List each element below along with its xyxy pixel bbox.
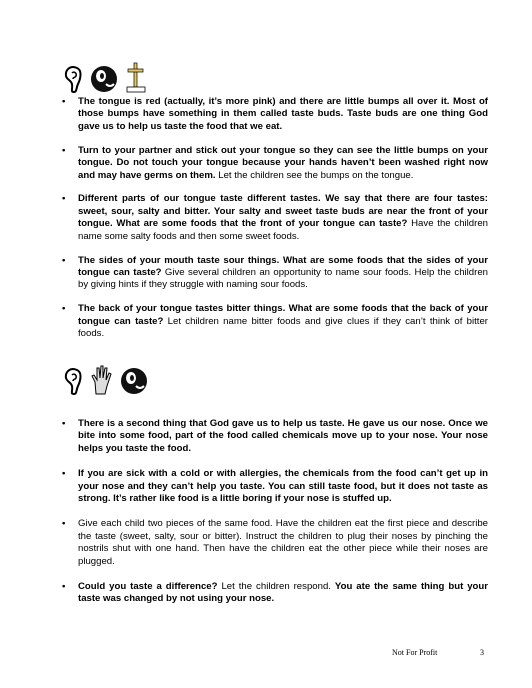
tongue-taste-list xyxy=(62,96,488,352)
list-item: • There is a second thing that God gave us to help us taste. He gave us our nose. Once we bite into some food, part of the food called chemicals move up to your nose. Your nose helps you taste the food. xyxy=(62,418,488,454)
list-item: • The sides of your mouth taste sour things. What are some foods that the sides of your tongue can taste? Give several children an opportunity to name sour foods. Help the children by giving hints if they struggle with naming sour foods. xyxy=(62,254,488,291)
icon-row-top xyxy=(64,62,146,94)
ear-icon xyxy=(64,64,82,94)
list-item: • The tongue is red (actually, it’s more pink) and there are little bumps all over it. Most of those bumps have something in them called taste buds. Taste buds are one thing God gave us to help us taste the food that we eat. xyxy=(62,96,488,132)
cross-icon xyxy=(126,62,146,94)
footer-text: Not For Profit xyxy=(392,648,438,657)
hand-icon xyxy=(90,364,112,396)
page-number: 3 xyxy=(480,648,484,657)
icon-row-middle xyxy=(64,364,148,396)
ear-icon xyxy=(64,366,82,396)
face-tongue-icon xyxy=(120,366,148,396)
list-item: • Turn to your partner and stick out your tongue so they can see the little bumps on your tongue. Do not touch your tongue because your hands haven’t been washed right now and may have germs on them. Let the children see the bumps on the tongue. xyxy=(62,144,488,181)
list-item: • The back of your tongue tastes bitter things. What are some foods that the back of your tongue can taste? Let children name bitter foods and give clues if they can’t think of bitter foods. xyxy=(62,303,489,340)
list-item: • If you are sick with a cold or with allergies, the chemicals from the food can’t get up in your nose and they can’t help you taste. You can still taste food, but it does not taste as strong. It’s rather like food is a little boring if your nose is stuffed up. xyxy=(62,468,488,505)
nose-taste-list xyxy=(62,418,488,619)
face-tongue-icon xyxy=(90,64,118,94)
list-item: • Give each child two pieces of the same food. Have the children eat the first piece and describe the taste (sweet, salty, sour or bitter). Instruct the children to plug their noses by pinching the nostrils shut with one hand. Then have the children eat the other piece while their noses are plugged. xyxy=(62,518,488,567)
list-item: • Different parts of our tongue taste different tastes. We say that there are four tastes: sweet, sour, salty and bitter. Your salty and sweet taste buds are near the front of your tongue. What are some foods that the front of your tongue can taste? Have the children name some salty foods and then some sweet foods. xyxy=(62,193,489,242)
list-item: • Could you taste a difference? Let the children respond. You ate the same thing but your taste was changed by not using your nose. xyxy=(62,581,489,605)
